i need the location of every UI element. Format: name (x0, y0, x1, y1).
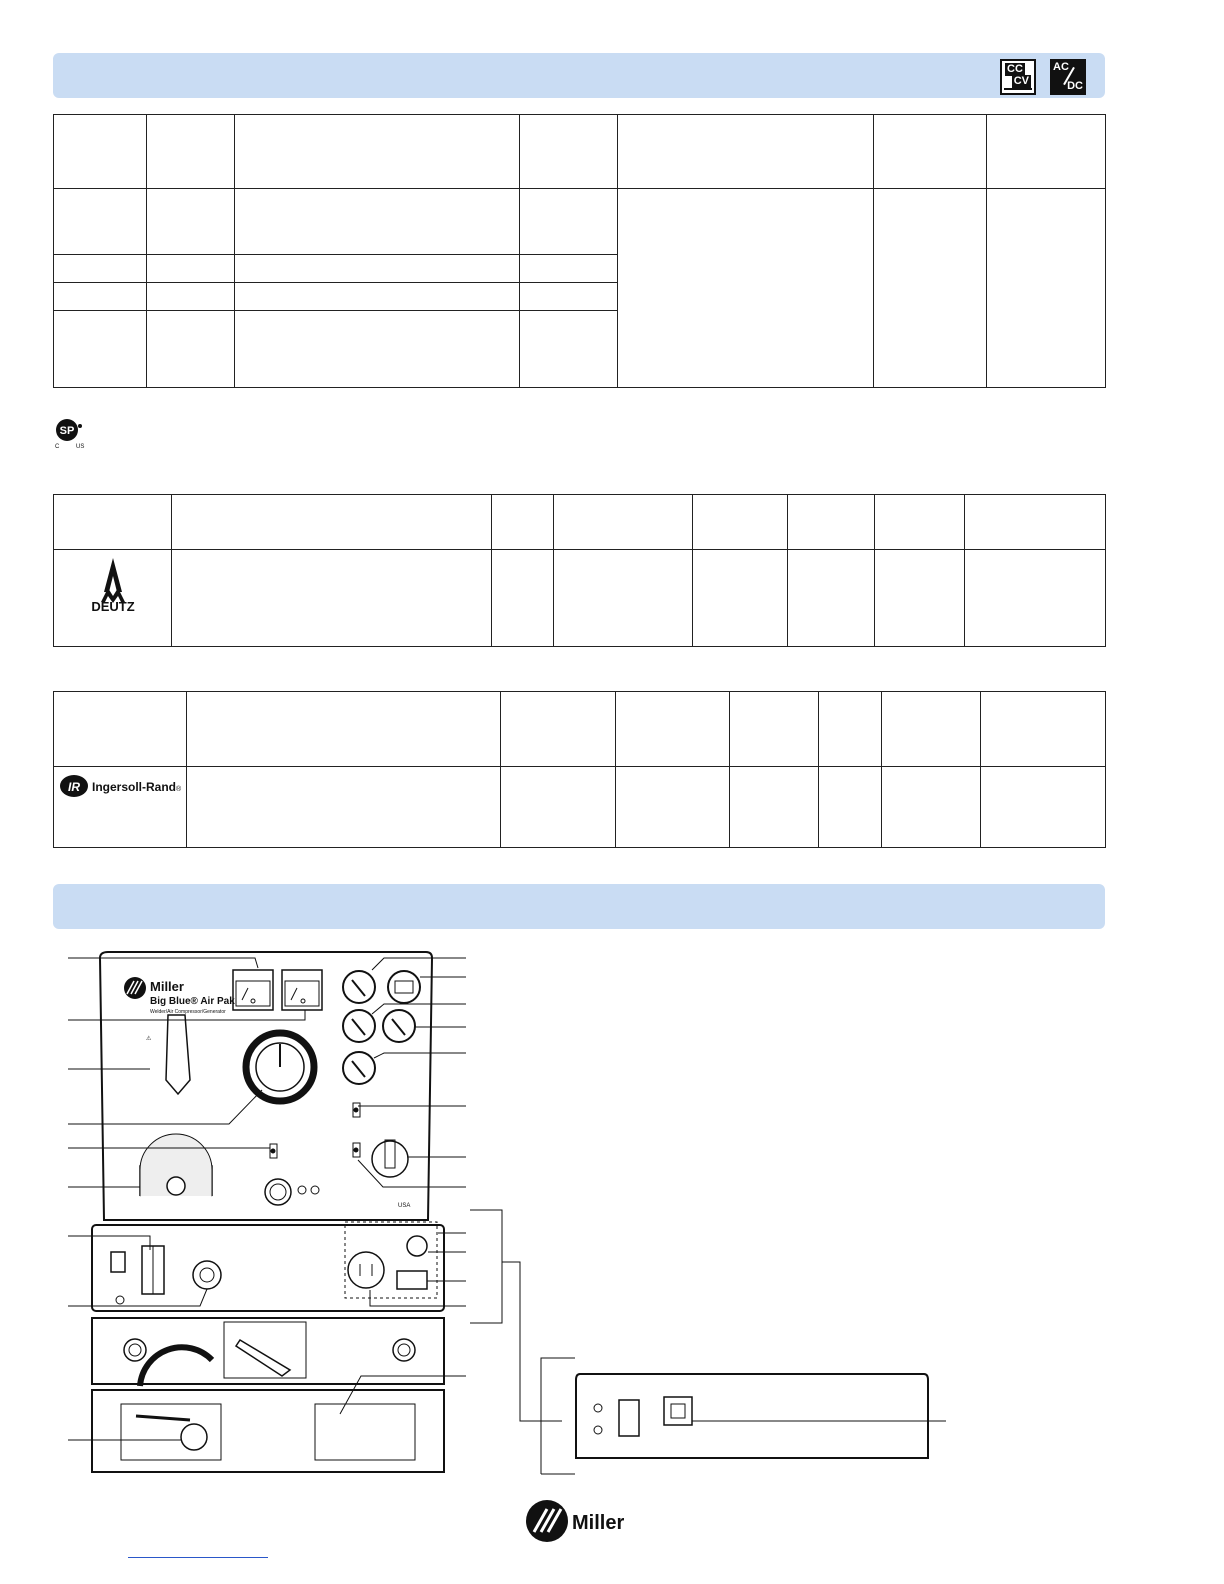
engine-control-switch[interactable] (372, 1140, 408, 1177)
optional-panel-inset (541, 1358, 946, 1474)
optional-receptacle (664, 1397, 692, 1425)
air-outlet-right (393, 1339, 415, 1361)
compressor-brand-registered: ® (176, 786, 182, 793)
generator-power-panel (92, 1225, 444, 1311)
svg-text:⚠: ⚠ (146, 1036, 152, 1042)
idle-control-switch[interactable] (353, 1143, 360, 1157)
process-contactor-selector[interactable] (140, 1134, 212, 1196)
miller-footer-logo (525, 1498, 635, 1544)
footer-link-underline (128, 1557, 268, 1558)
range-switch-knob[interactable] (138, 1015, 212, 1386)
fuel-gauge (388, 971, 420, 1003)
remote-14-receptacle (265, 1179, 291, 1205)
panel-subtitle: Welder/Air Compressor/Generator (150, 1009, 226, 1015)
process-switch[interactable] (270, 1144, 277, 1158)
panel-model: Big Blue® Air Pak (150, 996, 235, 1007)
compressor-brand-name: Ingersoll-Rand (92, 780, 177, 794)
ac-label: AC (1053, 61, 1069, 73)
storage-compartment (315, 1404, 415, 1460)
output-meter-icon (282, 970, 322, 1010)
weld-output-terminal (193, 1261, 221, 1289)
cert-right-label: US (76, 444, 85, 450)
made-in-label: USA (398, 1203, 411, 1209)
remote-terminals (298, 1186, 319, 1194)
compressor-label-plate (224, 1322, 306, 1378)
breaker-reset-icon[interactable] (111, 1252, 125, 1272)
coolant-temperature-gauge (343, 1010, 375, 1042)
oil-pressure-gauge (343, 971, 375, 1003)
duplex-receptacle (348, 1252, 384, 1288)
circuit-breaker[interactable] (142, 1246, 164, 1294)
ground-stud (116, 1296, 124, 1304)
compressor-brand-mark: IR (68, 780, 80, 794)
panel-brand: Miller (150, 979, 184, 994)
cc-label: CC (1007, 63, 1023, 75)
gfci-test-button[interactable] (407, 1236, 427, 1256)
optional-power-panel (576, 1374, 928, 1458)
right-callout-leaders (340, 958, 562, 1421)
air-outlet-left (124, 1339, 146, 1361)
compressor-on-off-switch[interactable] (353, 1103, 360, 1117)
air-valve-handle[interactable] (136, 1416, 190, 1420)
hour-meter-gauge (343, 1052, 375, 1084)
cert-left-label: C (55, 444, 60, 450)
weld-meter-icon (233, 970, 273, 1010)
gfci-reset-icon[interactable] (397, 1271, 427, 1289)
panel-miller-logo (124, 977, 235, 1015)
air-valve[interactable] (181, 1424, 207, 1450)
amperage-control-knob[interactable] (246, 1033, 314, 1101)
optional-circuit-breaker[interactable] (619, 1400, 639, 1436)
cv-label: CV (1013, 75, 1029, 87)
cert-mark: SP (59, 425, 75, 437)
footer-brand: Miller (572, 1512, 625, 1534)
engine-brand: DEUTZ (91, 599, 135, 614)
voltmeter-gauge (383, 1010, 415, 1042)
air-tool-icon (236, 1340, 290, 1376)
dc-label: DC (1067, 80, 1083, 92)
